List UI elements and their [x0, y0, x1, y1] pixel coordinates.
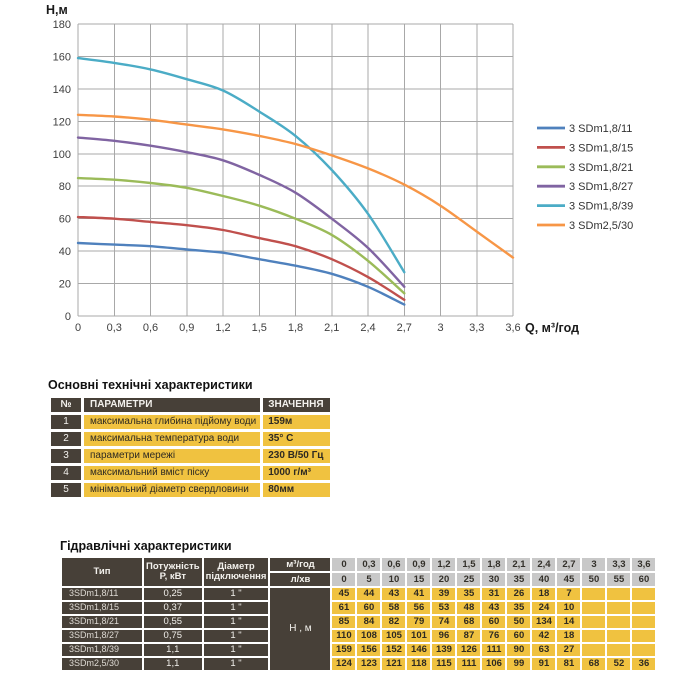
tech-table-row	[51, 432, 330, 446]
head-value-cell: 118	[407, 658, 430, 670]
y-tick-label: 0	[64, 311, 71, 323]
flow-m3-header-cell: 3,6	[632, 558, 655, 571]
col-header-flow-lmin: л/хв	[270, 573, 330, 586]
head-value-cell: 81	[557, 658, 580, 670]
head-value-cell: 35	[507, 602, 530, 614]
head-value-cell	[582, 630, 605, 642]
head-value-cell: 124	[332, 658, 355, 670]
head-value-cell	[582, 588, 605, 600]
head-value-cell: 85	[332, 616, 355, 628]
flow-m3-header-cell: 2,1	[507, 558, 530, 571]
tech-table	[48, 395, 333, 500]
flow-lmin-header-cell: 45	[557, 573, 580, 586]
row-number-cell: 3	[51, 449, 81, 463]
flow-lmin-header-cell: 0	[332, 573, 355, 586]
hydraulic-table-row	[62, 630, 655, 642]
head-value-cell: 156	[357, 644, 380, 656]
diameter-header-line2: підключення	[205, 571, 267, 582]
flow-m3-header-cell: 2,4	[532, 558, 555, 571]
head-value-cell	[632, 630, 655, 642]
diameter-cell: 1 "	[204, 602, 269, 614]
y-tick-label: 100	[52, 148, 71, 161]
head-value-cell: 60	[507, 630, 530, 642]
power-cell: 1,1	[144, 658, 202, 670]
diameter-cell: 1 "	[204, 588, 269, 600]
diameter-cell: 1 "	[204, 616, 269, 628]
head-value-cell: 52	[607, 658, 630, 670]
power-cell: 0,75	[144, 630, 202, 642]
head-value-cell: 159	[332, 644, 355, 656]
head-value-cell: 24	[532, 602, 555, 614]
pump-type-cell: 3SDm1,8/11	[62, 588, 142, 600]
head-value-cell	[632, 588, 655, 600]
head-value-cell: 68	[457, 616, 480, 628]
head-value-cell: 50	[507, 616, 530, 628]
head-value-cell: 48	[457, 602, 480, 614]
power-cell: 0,25	[144, 588, 202, 600]
head-value-cell: 58	[382, 602, 405, 614]
head-value-cell: 82	[382, 616, 405, 628]
head-value-cell: 35	[457, 588, 480, 600]
flow-lmin-header-cell: 35	[507, 573, 530, 586]
power-cell: 1,1	[144, 644, 202, 656]
y-tick-label: 160	[52, 51, 71, 64]
tech-table-title: Основні технічні характеристики	[48, 378, 253, 392]
x-tick-label: 2,1	[324, 322, 340, 334]
hydraulic-characteristics-section	[60, 539, 657, 672]
flow-m3-header-cell: 3,3	[607, 558, 630, 571]
head-value-cell	[607, 616, 630, 628]
power-cell: 0,37	[144, 602, 202, 614]
flow-m3-header-cell: 1,2	[432, 558, 455, 571]
hydraulic-table-row	[62, 658, 655, 670]
tech-table-row	[51, 483, 330, 497]
flow-m3-header-cell: 0	[332, 558, 355, 571]
head-value-cell	[632, 616, 655, 628]
head-value-cell: 146	[407, 644, 430, 656]
row-number-cell: 5	[51, 483, 81, 497]
axis-tick-labels	[53, 19, 521, 334]
head-value-cell: 18	[557, 630, 580, 642]
head-value-cell: 126	[457, 644, 480, 656]
flow-lmin-header-cell: 5	[357, 573, 380, 586]
head-value-cell: 90	[507, 644, 530, 656]
hydraulic-table-row	[62, 644, 655, 656]
col-header-type: Тип	[62, 558, 142, 586]
x-tick-label: 3,6	[505, 322, 521, 334]
head-units-cell: Н , м	[270, 588, 330, 670]
pump-type-cell: 3SDm1,8/15	[62, 602, 142, 614]
hydraulic-table-row	[62, 616, 655, 628]
head-value-cell: 61	[332, 602, 355, 614]
head-value-cell: 115	[432, 658, 455, 670]
head-value-cell: 43	[382, 588, 405, 600]
head-value-cell: 99	[507, 658, 530, 670]
flow-lmin-header-cell: 30	[482, 573, 505, 586]
head-value-cell: 96	[432, 630, 455, 642]
head-value-cell	[607, 644, 630, 656]
head-value-cell: 105	[382, 630, 405, 642]
legend-label: 3 SDm1,8/27	[569, 181, 634, 194]
value-cell: 1000 г/м³	[263, 466, 330, 480]
hydraulic-table-row	[62, 588, 655, 600]
diameter-cell: 1 "	[204, 630, 269, 642]
series-line-3-sdm1-8-15	[78, 217, 404, 300]
tech-table-header-row	[51, 398, 330, 412]
head-value-cell	[582, 602, 605, 614]
x-tick-label: 0,9	[179, 322, 195, 334]
head-value-cell: 74	[432, 616, 455, 628]
x-tick-label: 0	[74, 322, 82, 334]
flow-lmin-header-cell: 60	[632, 573, 655, 586]
pump-type-cell: 3SDm1,8/27	[62, 630, 142, 642]
value-cell: 35° С	[263, 432, 330, 446]
flow-lmin-header-cell: 25	[457, 573, 480, 586]
power-header-line2: Р, кВт	[159, 571, 187, 582]
head-value-cell: 63	[532, 644, 555, 656]
y-tick-label: 80	[58, 181, 71, 194]
col-header-power	[144, 558, 202, 586]
diameter-cell: 1 "	[204, 658, 269, 670]
col-header-flow-m3: м³/год	[270, 558, 330, 571]
tech-col-header-value: ЗНАЧЕННЯ	[263, 398, 330, 412]
flow-lmin-header-cell: 15	[407, 573, 430, 586]
hydraulic-table-title: Гідравлічні характеристики	[60, 539, 232, 553]
flow-m3-header-cell: 1,5	[457, 558, 480, 571]
legend-label: 3 SDm1,8/11	[569, 123, 633, 135]
parameter-cell: максимальна температура води	[84, 432, 260, 446]
hydraulic-table	[60, 556, 657, 672]
head-value-cell	[607, 588, 630, 600]
legend-label: 3 SDm2,5/30	[569, 220, 634, 232]
head-value-cell: 79	[407, 616, 430, 628]
flow-m3-header-cell: 0,3	[357, 558, 380, 571]
head-value-cell: 56	[407, 602, 430, 614]
head-value-cell	[607, 602, 630, 614]
flow-lmin-header-cell: 55	[607, 573, 630, 586]
flow-lmin-header-cell: 50	[582, 573, 605, 586]
flow-lmin-header-cell: 20	[432, 573, 455, 586]
head-value-cell: 36	[632, 658, 655, 670]
head-value-cell: 121	[382, 658, 405, 670]
diameter-cell: 1 "	[204, 644, 269, 656]
flow-m3-header-cell: 2,7	[557, 558, 580, 571]
x-tick-label: 2,4	[360, 322, 376, 334]
chart-legend	[537, 123, 633, 232]
head-value-cell: 84	[357, 616, 380, 628]
head-value-cell	[582, 644, 605, 656]
head-value-cell	[607, 630, 630, 642]
head-value-cell: 7	[557, 588, 580, 600]
series-line-3-sdm1-8-39	[78, 58, 404, 272]
head-value-cell: 139	[432, 644, 455, 656]
pump-type-cell: 3SDm1,8/21	[62, 616, 142, 628]
flow-lmin-header-cell: 40	[532, 573, 555, 586]
value-cell: 159м	[263, 415, 330, 429]
x-tick-label: 0,6	[142, 322, 159, 334]
head-value-cell: 60	[482, 616, 505, 628]
x-tick-label: 1,2	[215, 322, 231, 334]
row-number-cell: 2	[51, 432, 81, 446]
hydraulic-header-row-1	[62, 558, 655, 571]
flow-lmin-header-cell: 10	[382, 573, 405, 586]
row-number-cell: 1	[51, 415, 81, 429]
head-value-cell: 44	[357, 588, 380, 600]
head-value-cell: 42	[532, 630, 555, 642]
x-tick-label: 3	[437, 322, 444, 334]
head-value-cell: 91	[532, 658, 555, 670]
head-value-cell: 134	[532, 616, 555, 628]
tech-table-row	[51, 415, 330, 429]
y-tick-label: 120	[52, 116, 71, 129]
head-value-cell	[582, 616, 605, 628]
y-tick-label: 40	[58, 246, 71, 259]
head-value-cell: 39	[432, 588, 455, 600]
head-value-cell: 41	[407, 588, 430, 600]
head-value-cell: 152	[382, 644, 405, 656]
head-value-cell: 101	[407, 630, 430, 642]
head-value-cell	[632, 602, 655, 614]
y-tick-label: 60	[58, 213, 71, 226]
head-value-cell: 60	[357, 602, 380, 614]
parameter-cell: параметри мережі	[84, 449, 260, 463]
x-tick-label: 2,7	[396, 322, 412, 334]
head-value-cell: 76	[482, 630, 505, 642]
diameter-header-line1: Діаметр	[217, 561, 255, 573]
head-value-cell: 53	[432, 602, 455, 614]
series-line-3-sdm1-8-27	[78, 138, 404, 287]
head-value-cell: 87	[457, 630, 480, 642]
y-tick-label: 20	[58, 278, 71, 291]
head-value-cell: 31	[482, 588, 505, 600]
head-value-cell: 27	[557, 644, 580, 656]
tech-table-row	[51, 449, 330, 463]
head-value-cell: 108	[357, 630, 380, 642]
head-value-cell: 110	[332, 630, 355, 642]
flow-m3-header-cell: 1,8	[482, 558, 505, 571]
head-value-cell	[632, 644, 655, 656]
pump-type-cell: 3SDm1,8/39	[62, 644, 142, 656]
legend-label: 3 SDm1,8/15	[569, 142, 634, 155]
value-cell: 80мм	[263, 483, 330, 497]
x-axis-label: Q, м³/год	[525, 321, 579, 335]
x-tick-label: 3,3	[469, 322, 485, 334]
tech-col-header-num: №	[51, 398, 81, 412]
head-value-cell: 14	[557, 616, 580, 628]
row-number-cell: 4	[51, 466, 81, 480]
x-tick-label: 0,3	[106, 322, 122, 334]
col-header-diameter	[204, 558, 269, 586]
power-header-line1: Потужність	[146, 561, 200, 573]
hydraulic-table-row	[62, 602, 655, 614]
y-tick-label: 140	[52, 83, 71, 96]
head-value-cell: 43	[482, 602, 505, 614]
head-value-cell: 18	[532, 588, 555, 600]
head-value-cell: 68	[582, 658, 605, 670]
flow-m3-header-cell: 3	[582, 558, 605, 571]
parameter-cell: максимальна глибина підйому води	[84, 415, 260, 429]
pump-type-cell: 3SDm2,5/30	[62, 658, 142, 670]
legend-label: 3 SDm1,8/21	[569, 161, 634, 174]
legend-label: 3 SDm1,8/39	[569, 200, 634, 213]
flow-m3-header-cell: 0,9	[407, 558, 430, 571]
tech-characteristics-section	[48, 378, 333, 500]
y-axis-label: Н,м	[46, 3, 68, 17]
tech-col-header-params: ПАРАМЕТРИ	[84, 398, 260, 412]
tech-table-row	[51, 466, 330, 480]
value-cell: 230 В/50 Гц	[263, 449, 330, 463]
head-value-cell: 45	[332, 588, 355, 600]
head-value-cell: 106	[482, 658, 505, 670]
y-tick-label: 180	[52, 19, 71, 31]
x-tick-label: 1,5	[251, 322, 267, 334]
head-value-cell: 26	[507, 588, 530, 600]
parameter-cell: мінімальний діаметр свердловини	[84, 483, 260, 497]
flow-m3-header-cell: 0,6	[382, 558, 405, 571]
parameter-cell: максимальний вміст піску	[84, 466, 260, 480]
head-value-cell: 10	[557, 602, 580, 614]
head-value-cell: 111	[482, 644, 505, 656]
head-value-cell: 111	[457, 658, 480, 670]
x-tick-label: 1,8	[287, 322, 304, 334]
head-value-cell: 123	[357, 658, 380, 670]
power-cell: 0,55	[144, 616, 202, 628]
